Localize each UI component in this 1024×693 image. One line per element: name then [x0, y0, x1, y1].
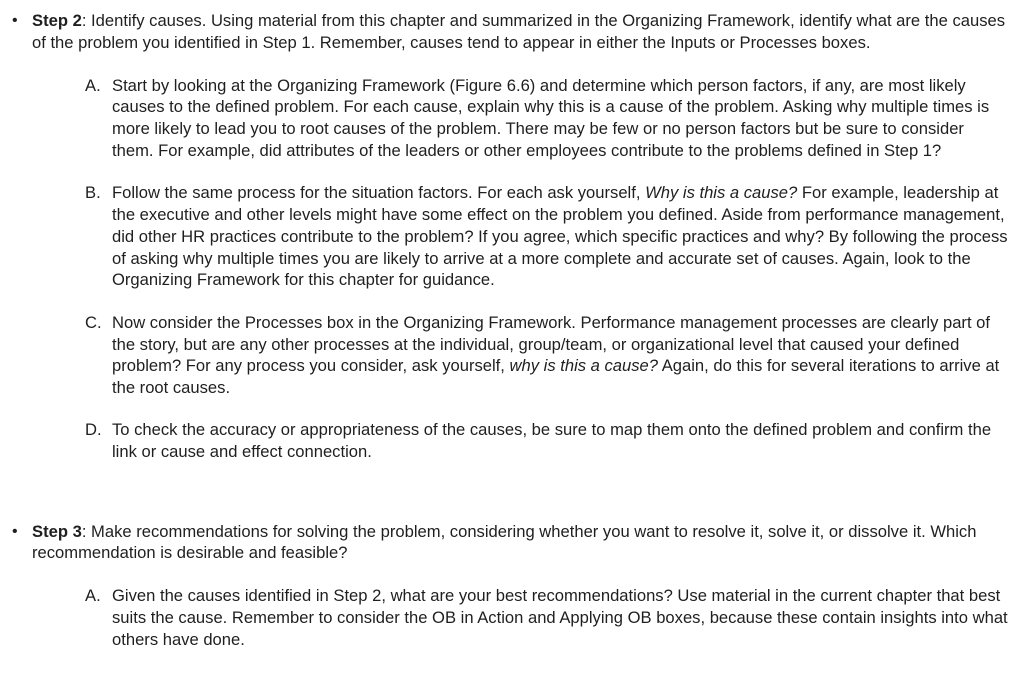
list-item-text: To check the accuracy or appropriateness of the causes, be sure to map them onto the defined problem and confirm the link or cause and effect connection. — [112, 420, 992, 462]
step-2-list — [32, 75, 1016, 463]
bullet-icon: • — [12, 522, 18, 540]
list-item-text-after: Again, do this for several iterations to arrive at the root causes. — [112, 356, 1000, 398]
list-item-text: Given the causes identified in Step 2, what are your best recommendations? Use material in the current chapter that best suits the cause. Remember to consider the OB in Action and Applying OB boxes, because these contain insights into what others have done. — [112, 586, 1008, 649]
step-2-label: Step 2 — [32, 11, 82, 30]
bullet-icon: • — [12, 12, 18, 29]
step-3-section — [0, 521, 1024, 651]
list-item-text-after: For example, leadership at the executive and other levels might have some effect on the problem you defined. Aside from performance management, did other HR practices contribute to the problem? If you agree, which specific practices and why? By following the process of asking why multiple times you are likely to arrive at a more complete and accurate set of causes. Again, look to the Organizing Framework for this chapter for guidance. — [112, 183, 1008, 290]
step-2-paragraph — [32, 10, 1016, 54]
list-marker: C. — [85, 312, 102, 332]
step-3-paragraph — [32, 521, 1016, 565]
list-item-text-before: Follow the same process for the situation factors. For each ask yourself, — [112, 183, 646, 203]
list-item-b — [32, 182, 1016, 291]
step-3-list — [32, 585, 1016, 650]
list-item-text-italic: Why is this a cause? — [645, 183, 798, 203]
list-item-text: Start by looking at the Organizing Framework (Figure 6.6) and determine which person factors, if any, are most likely causes to the defined problem. For each cause, explain why this is a cause of the problem. Asking why multiple times is more likely to lead you to root causes of the problem. There may be few or no person factors but be sure to consider them. For example, did attributes of the leaders or other employees contribute to the problems defined in Step 1? — [112, 75, 990, 160]
step-3-label: Step 3 — [32, 521, 82, 541]
step-2-section — [0, 10, 1024, 463]
list-marker: B. — [85, 183, 101, 203]
list-item-text-before: Now consider the Processes box in the Organizing Framework. Performance management processes are clearly part of the story, but are any other processes at the individual, group/team, or organizational level that caused your defined problem? For any process you consider, ask yourself, — [112, 312, 991, 376]
list-item-c — [32, 312, 1016, 399]
step-2-text: : Identify causes. Using material from this chapter and summarized in the Organizing Framework, identify what are the causes of the problem you identified in Step 1. Remember, causes tend to appear in either the Inputs or Processes boxes. — [32, 11, 1006, 52]
list-item-a — [32, 585, 1016, 650]
list-marker: A. — [85, 75, 101, 95]
list-marker: D. — [85, 420, 102, 440]
list-marker: A. — [85, 586, 101, 606]
list-item-a — [32, 75, 1016, 162]
step-3-text: : Make recommendations for solving the problem, considering whether you want to resolve it, solve it, or dissolve it. Which recommendation is desirable and feasible? — [32, 521, 977, 563]
section-spacer — [0, 484, 1024, 521]
list-item-text-italic: why is this a cause? — [509, 356, 659, 376]
list-item-d — [32, 419, 1016, 463]
